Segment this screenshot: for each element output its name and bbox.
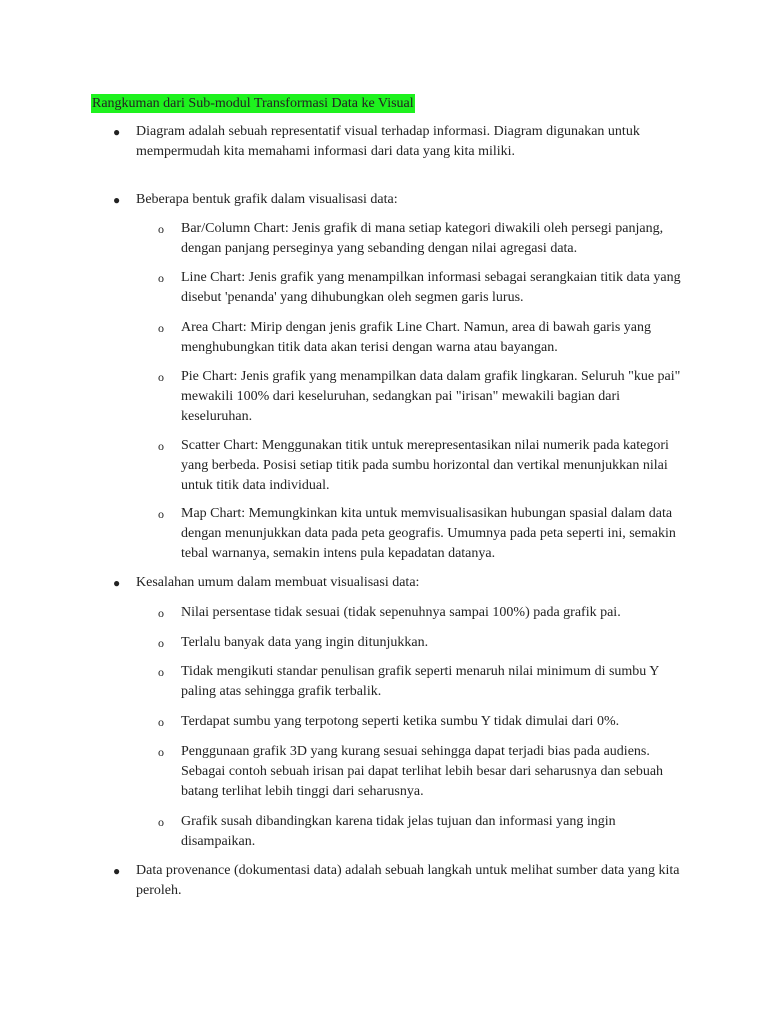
sub-bullet-icon: o bbox=[158, 715, 164, 729]
sub-bullet-icon: o bbox=[158, 665, 164, 679]
sub-bullet-icon: o bbox=[158, 370, 164, 384]
sub-bullet-icon: o bbox=[158, 606, 164, 620]
sub-list-item bbox=[181, 633, 681, 653]
bullet-icon: ● bbox=[113, 576, 121, 590]
sub-list-item bbox=[181, 219, 681, 259]
sub-list-item bbox=[181, 367, 681, 427]
sub-bullet-icon: o bbox=[158, 507, 164, 521]
list-item bbox=[136, 122, 696, 162]
list-item-text: Data provenance (dokumentasi data) adalah sebuah langkah untuk melihat sumber data yang kita peroleh. bbox=[136, 863, 680, 898]
sub-list-item bbox=[181, 662, 681, 702]
sub-bullet-icon: o bbox=[158, 745, 164, 759]
sub-list-item bbox=[181, 436, 681, 496]
sub-list-item-text: Grafik susah dibandingkan karena tidak jelas tujuan dan informasi yang ingin disampaikan. bbox=[181, 814, 616, 849]
sub-list-item-text: Terlalu banyak data yang ingin ditunjukkan. bbox=[181, 635, 429, 650]
bullet-icon: ● bbox=[113, 864, 121, 878]
bullet-icon: ● bbox=[113, 193, 121, 207]
sub-bullet-icon: o bbox=[158, 439, 164, 453]
sub-bullet-icon: o bbox=[158, 271, 164, 285]
sub-list-item bbox=[181, 318, 681, 358]
list-item bbox=[136, 190, 696, 210]
sub-list-item-text: Area Chart: Mirip dengan jenis grafik Line Chart. Namun, area di bawah garis yang menghubungkan titik data akan terisi dengan warna atau bayangan. bbox=[181, 320, 652, 355]
sub-bullet-icon: o bbox=[158, 222, 164, 236]
list-item bbox=[136, 861, 696, 901]
bullet-icon: ● bbox=[113, 125, 121, 139]
sub-list-item-text: Bar/Column Chart: Jenis grafik di mana setiap kategori diwakili oleh persegi panjang, dengan panjang perseginya yang sebanding dengan nilai agregasi data. bbox=[181, 221, 664, 256]
sub-list-item bbox=[181, 268, 681, 308]
sub-list-item-text: Nilai persentase tidak sesuai (tidak sepenuhnya sampai 100%) pada grafik pai. bbox=[181, 605, 621, 620]
sub-list-item bbox=[181, 504, 681, 564]
list-item bbox=[136, 573, 696, 593]
sub-bullet-icon: o bbox=[158, 321, 164, 335]
sub-list-item bbox=[181, 712, 681, 732]
sub-list-item-text: Map Chart: Memungkinkan kita untuk memvisualisasikan hubungan spasial dalam data dengan menunjukkan data pada peta geografis. Umumnya pada peta seperti ini, semakin tebal warnanya, semakin intens pula kepadatan datanya. bbox=[181, 506, 676, 561]
sub-list-item-text: Penggunaan grafik 3D yang kurang sesuai sehingga dapat terjadi bias pada audiens. Sebagai contoh sebuah irisan pai dapat terlihat lebih besar dari seharusnya dan sebuah batang terlihat lebih tinggi dari seharusnya. bbox=[181, 744, 664, 799]
sub-list-item-text: Line Chart: Jenis grafik yang menampilkan informasi sebagai serangkaian titik data yang disebut 'penanda' yang dihubungkan oleh segmen garis lurus. bbox=[181, 270, 681, 305]
sub-list-item bbox=[181, 742, 681, 802]
list-item-text: Diagram adalah sebuah representatif visual terhadap informasi. Diagram digunakan untuk mempermudah kita memahami informasi dari data yang kita miliki. bbox=[136, 124, 640, 159]
sub-list-item-text: Tidak mengikuti standar penulisan grafik seperti menaruh nilai minimum di sumbu Y paling atas sehingga grafik terbalik. bbox=[181, 664, 659, 699]
document-title: Rangkuman dari Sub-modul Transformasi Data ke Visual bbox=[92, 96, 414, 111]
list-item-text: Beberapa bentuk grafik dalam visualisasi data: bbox=[136, 192, 398, 207]
sub-list-item bbox=[181, 603, 681, 623]
sub-list-item-text: Scatter Chart: Menggunakan titik untuk merepresentasikan nilai numerik pada kategori yang berbeda. Posisi setiap titik pada sumbu horizontal dan vertikal menunjukkan nilai untuk titik data individual. bbox=[181, 438, 669, 493]
sub-list-item bbox=[181, 812, 681, 852]
sub-list-item-text: Pie Chart: Jenis grafik yang menampilkan data dalam grafik lingkaran. Seluruh "kue pai" mewakili 100% dari keseluruhan, sedangkan pai "irisan" mewakili bagian dari keseluruhan. bbox=[181, 369, 681, 424]
list-item-text: Kesalahan umum dalam membuat visualisasi data: bbox=[136, 575, 420, 590]
sub-bullet-icon: o bbox=[158, 636, 164, 650]
sub-bullet-icon: o bbox=[158, 815, 164, 829]
sub-list-item-text: Terdapat sumbu yang terpotong seperti ketika sumbu Y tidak dimulai dari 0%. bbox=[181, 714, 620, 729]
